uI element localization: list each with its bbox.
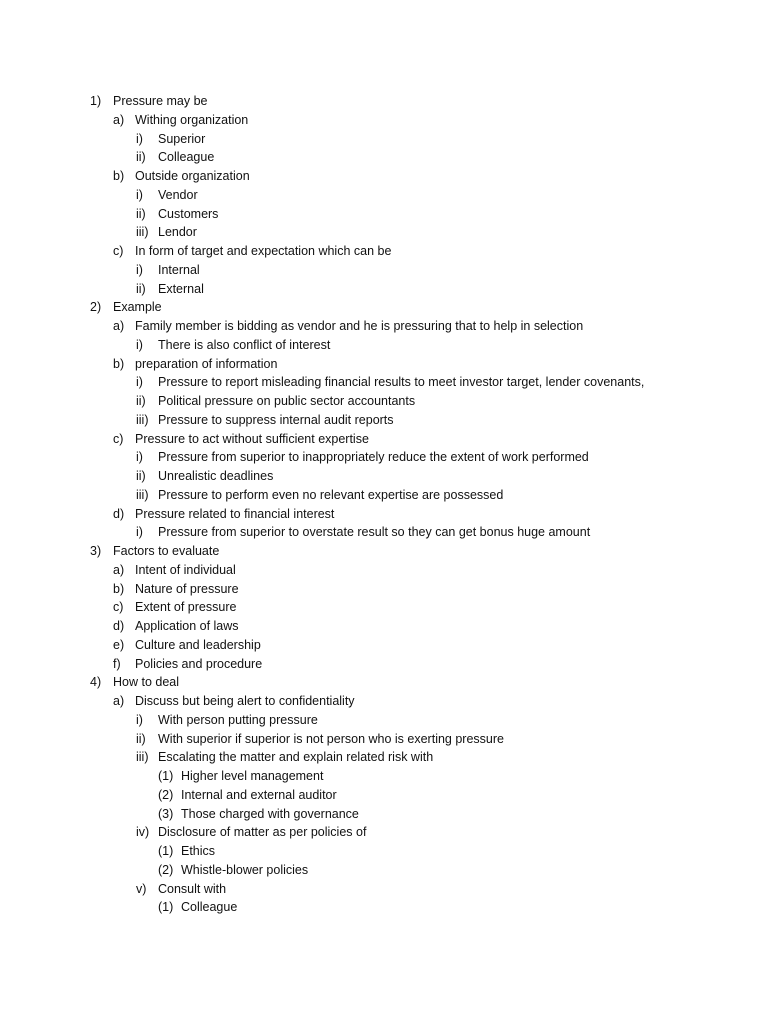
list-item-text: Whistle-blower policies: [181, 862, 309, 877]
outline-item-level-2: [0, 317, 768, 336]
list-item-text: Pressure to act without sufficient expertise: [135, 431, 369, 446]
list-item-text: Pressure to report misleading financial results to meet investor target, lender covenants,: [158, 375, 645, 390]
list-marker: ii): [136, 150, 146, 165]
list-marker: (1): [158, 900, 174, 915]
list-marker: d): [113, 619, 125, 633]
list-marker: i): [136, 525, 143, 540]
outline-item-level-2: [0, 430, 768, 449]
list-marker: c): [113, 244, 124, 258]
list-item-text: Example: [113, 300, 162, 315]
list-marker: a): [113, 562, 125, 577]
list-marker: 4): [90, 675, 102, 690]
outline-item-level-1: [0, 298, 768, 317]
list-marker: a): [113, 319, 125, 333]
list-marker: b): [113, 356, 125, 371]
list-item-text: External: [158, 281, 204, 296]
document-outline: [0, 92, 768, 917]
list-marker: f): [113, 656, 121, 671]
list-item-text: Vendor: [158, 187, 198, 202]
list-marker: (2): [158, 862, 174, 877]
outline-item-level-2: [0, 561, 768, 580]
list-item-text: Nature of pressure: [135, 581, 239, 596]
outline-item-level-3: [0, 748, 768, 767]
list-item-text: Ethics: [181, 844, 216, 858]
outline-item-level-3: [0, 392, 768, 411]
list-item-text: Internal: [158, 262, 200, 277]
outline-item-level-3: [0, 823, 768, 842]
list-item-text: Colleague: [158, 150, 215, 165]
list-marker: i): [136, 450, 143, 465]
list-item-text: Outside organization: [135, 169, 250, 183]
list-item-text: Pressure may be: [113, 94, 208, 108]
list-marker: ii): [136, 281, 146, 296]
list-marker: 2): [90, 300, 102, 315]
list-item-text: Disclosure of matter as per policies of: [158, 825, 367, 840]
list-marker: (1): [158, 844, 174, 858]
list-item-text: Discuss but being alert to confidentiality: [135, 694, 355, 708]
list-item-text: Lendor: [158, 225, 197, 240]
list-marker: ii): [136, 731, 146, 746]
list-marker: e): [113, 637, 125, 652]
list-marker: iii): [136, 487, 149, 502]
list-marker: i): [136, 262, 143, 277]
outline-item-level-3: [0, 130, 768, 149]
outline-item-level-2: [0, 580, 768, 599]
list-marker: (1): [158, 769, 174, 783]
list-item-text: Political pressure on public sector accountants: [158, 394, 416, 408]
outline-item-level-3: [0, 711, 768, 730]
list-item-text: Consult with: [158, 881, 227, 896]
list-marker: iii): [136, 750, 149, 765]
list-item-text: Pressure to suppress internal audit reports: [158, 412, 394, 427]
outline-item-level-4: [0, 767, 768, 786]
list-marker: 3): [90, 544, 102, 558]
list-item-text: Pressure to perform even no relevant expertise are possessed: [158, 487, 504, 502]
outline-item-level-2: [0, 655, 768, 674]
list-marker: ii): [136, 206, 146, 221]
outline-item-level-4: [0, 842, 768, 861]
list-marker: d): [113, 506, 125, 521]
outline-item-level-3: [0, 411, 768, 430]
list-item-text: Culture and leadership: [135, 637, 261, 652]
outline-item-level-3: [0, 467, 768, 486]
list-marker: a): [113, 112, 125, 127]
list-item-text: Internal and external auditor: [181, 787, 337, 802]
list-marker: 1): [90, 94, 102, 108]
list-item-text: Higher level management: [181, 769, 324, 783]
list-item-text: Pressure related to financial interest: [135, 506, 335, 521]
list-item-text: Intent of individual: [135, 562, 236, 577]
outline-item-level-3: [0, 280, 768, 299]
list-marker: (2): [158, 787, 174, 802]
outline-item-level-3: [0, 148, 768, 167]
list-item-text: Colleague: [181, 900, 238, 915]
list-item-text: Withing organization: [135, 112, 249, 127]
list-marker: iii): [136, 412, 149, 427]
list-item-text: Extent of pressure: [135, 600, 237, 615]
outline-item-level-3: [0, 205, 768, 224]
list-marker: c): [113, 431, 124, 446]
outline-item-level-2: [0, 111, 768, 130]
list-item-text: There is also conflict of interest: [158, 337, 331, 352]
list-marker: v): [136, 881, 147, 896]
list-item-text: preparation of information: [135, 356, 278, 371]
list-marker: i): [136, 187, 143, 202]
list-marker: b): [113, 581, 125, 596]
list-marker: ii): [136, 469, 146, 483]
outline-item-level-1: [0, 92, 768, 111]
list-item-text: With person putting pressure: [158, 712, 318, 727]
list-marker: i): [136, 131, 143, 146]
outline-item-level-2: [0, 242, 768, 261]
list-item-text: Escalating the matter and explain related risk with: [158, 750, 434, 765]
list-marker: i): [136, 712, 143, 727]
outline-item-level-4: [0, 805, 768, 824]
list-marker: a): [113, 694, 125, 708]
outline-item-level-3: [0, 336, 768, 355]
list-item-text: Pressure from superior to overstate result so they can get bonus huge amount: [158, 525, 591, 540]
list-item-text: Pressure from superior to inappropriately reduce the extent of work performed: [158, 450, 589, 465]
outline-item-level-3: [0, 261, 768, 280]
outline-item-level-1: [0, 673, 768, 692]
list-marker: iii): [136, 225, 149, 240]
list-marker: i): [136, 337, 143, 352]
outline-item-level-2: [0, 692, 768, 711]
outline-item-level-3: [0, 223, 768, 242]
outline-item-level-4: [0, 861, 768, 880]
outline-item-level-2: [0, 617, 768, 636]
list-item-text: Application of laws: [135, 619, 239, 633]
list-marker: c): [113, 600, 124, 615]
list-marker: iv): [136, 825, 150, 840]
outline-item-level-3: [0, 448, 768, 467]
outline-item-level-4: [0, 786, 768, 805]
list-item-text: Policies and procedure: [135, 656, 263, 671]
outline-item-level-3: [0, 186, 768, 205]
list-marker: ii): [136, 394, 146, 408]
outline-item-level-2: [0, 355, 768, 374]
list-item-text: How to deal: [113, 675, 180, 690]
outline-item-level-2: [0, 598, 768, 617]
outline-item-level-2: [0, 636, 768, 655]
outline-item-level-2: [0, 167, 768, 186]
outline-item-level-1: [0, 542, 768, 561]
list-marker: i): [136, 375, 143, 390]
outline-item-level-3: [0, 880, 768, 899]
list-item-text: Superior: [158, 131, 206, 146]
list-marker: b): [113, 169, 125, 183]
list-item-text: Factors to evaluate: [113, 544, 220, 558]
list-item-text: Those charged with governance: [181, 806, 359, 821]
outline-item-level-4: [0, 898, 768, 917]
list-marker: (3): [158, 806, 174, 821]
list-item-text: Unrealistic deadlines: [158, 469, 274, 483]
list-item-text: Family member is bidding as vendor and he is pressuring that to help in selection: [135, 319, 584, 333]
outline-item-level-3: [0, 373, 768, 392]
outline-item-level-2: [0, 505, 768, 524]
list-item-text: In form of target and expectation which can be: [135, 244, 392, 258]
outline-item-level-3: [0, 730, 768, 749]
list-item-text: With superior if superior is not person who is exerting pressure: [158, 731, 504, 746]
outline-item-level-3: [0, 486, 768, 505]
outline-item-level-3: [0, 523, 768, 542]
list-item-text: Customers: [158, 206, 219, 221]
